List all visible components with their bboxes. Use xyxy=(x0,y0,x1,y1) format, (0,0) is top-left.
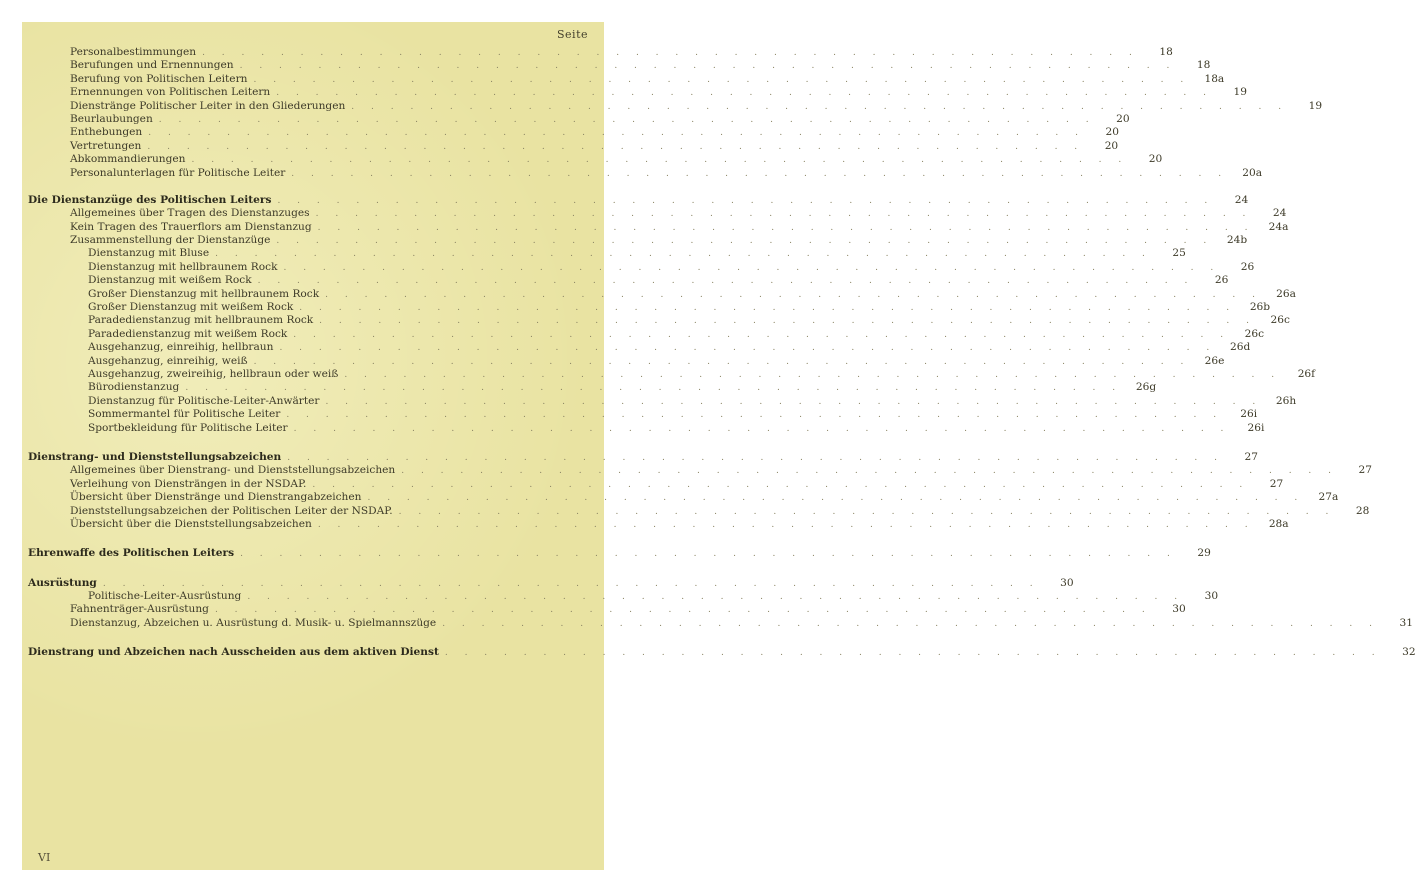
toc-page-number: 27 xyxy=(1244,450,1259,463)
toc-entry-title: Ausgehanzug, einreihig, hellbraun xyxy=(88,341,274,354)
dot-leader: . . . . . . . . . . . . . . . . . . . . . . . . . . . . . . . . . . . . . . . . . . . . . . . . xyxy=(191,155,1129,166)
dot-leader: . . . . . . . . . . . . . . . . . . . . . . . . . . . . . . . . . . . . . . . . . . . . . . . . xyxy=(215,249,1152,260)
dot-leader: . . . . . . . . . . . . . . . . . . . . . . . . . . . . . . . . . . . . . . . . . . . . . . . . xyxy=(291,168,1229,179)
toc-page-number: 30 xyxy=(1172,603,1186,616)
dot-leader: . . . . . . . . . . . . . . . . . . . . . . . . . . . . . . . . . . . . . . . . . . . . . . . . xyxy=(319,316,1256,327)
toc-entry-title: Berufungen und Ernennungen xyxy=(70,59,234,72)
toc-page-number: 18 xyxy=(1196,59,1211,72)
toc-entry-title: Ausgehanzug, zweireihig, hellbraun oder weiß xyxy=(88,367,339,380)
toc-entry xyxy=(22,59,1211,72)
toc-entry xyxy=(22,287,1296,301)
toc-page-number: 32 xyxy=(1402,646,1416,659)
toc-page-number: 20a xyxy=(1242,166,1263,179)
toc-page-number: 26c xyxy=(1244,327,1265,340)
dot-leader: . . . . . . . . . . . . . . . . . . . . . . . . . . . . . . . . . . . . . . . . . . . . . . . . xyxy=(148,128,1085,139)
dot-leader: . . . . . . . . . . . . . . . . . . . . . . . . . . . . . . . . . . . . . . . . . . . . . . . . xyxy=(293,329,1231,340)
toc-entry-title: Übersicht über die Dienststellungsabzeichen xyxy=(70,517,312,530)
toc-entry-title: Allgemeines über Tragen des Dienstanzuges xyxy=(70,207,310,220)
toc-page-number: 26i xyxy=(1240,408,1258,421)
dot-leader: . . . . . . . . . . . . . . . . . . . . . . . . . . . . . . . . . . . . . . . . . . . . . . . . xyxy=(276,236,1214,247)
dot-leader: . . . . . . . . . . . . . . . . . . . . . . . . . . . . . . . . . . . . . . . . . . . . . . . . xyxy=(317,519,1255,530)
toc-entry xyxy=(22,99,1323,113)
toc-entry xyxy=(22,381,1157,394)
toc-page-number: 24a xyxy=(1268,220,1289,233)
toc-entry xyxy=(22,477,1284,491)
toc-entry-title: Personalbestimmungen xyxy=(70,46,197,58)
toc-page-number: 20 xyxy=(1116,112,1130,125)
toc-entry xyxy=(22,367,1316,381)
dot-leader: . . . . . . . . . . . . . . . . . . . . . . . . . . . . . . . . . . . . . . . . . . . . . . . . xyxy=(239,61,1177,72)
toc-entry-title: Allgemeines über Dienstrang- und Dienststellungsabzeichen xyxy=(70,464,396,477)
toc-entry-title: Beurlaubungen xyxy=(70,112,153,125)
toc-entry xyxy=(22,590,1219,603)
table-of-contents xyxy=(22,46,1416,660)
toc-entry xyxy=(22,260,1255,274)
dot-leader: . . . . . . . . . . . . . . . . . . . . . . . . . . . . . . . . . . . . . . . . . . . . . . . . xyxy=(247,592,1185,603)
dot-leader: . . . . . . . . . . . . . . . . . . . . . . . . . . . . . . . . . . . . . . . . . . . . . . . . xyxy=(279,343,1217,354)
toc-entry-title: Enthebungen xyxy=(70,126,143,139)
dot-leader: . . . . . . . . . . . . . . . . . . . . . . . . . . . . . . . . . . . . . . . . . . . . . . . . xyxy=(293,423,1231,434)
toc-page-number: 27a xyxy=(1318,491,1339,504)
toc-entry xyxy=(22,408,1258,421)
dot-leader: . . . . . . . . . . . . . . . . . . . . . . . . . . . . . . . . . . . . . . . . . . . . . . . . xyxy=(185,383,1123,394)
toc-entry xyxy=(22,603,1186,616)
dot-leader: . . . . . . . . . . . . . . . . . . . . . . . . . . . . . . . . . . . . . . . . . . . . . . . . xyxy=(202,48,1139,58)
dot-leader: . . . . . . . . . . . . . . . . . . . . . . . . . . . . . . . . . . . . . . . . . . . . . . . . xyxy=(325,289,1262,300)
toc-page-number: 20 xyxy=(1104,139,1119,152)
toc-page-number: 26f xyxy=(1297,367,1316,380)
toc-entry xyxy=(22,504,1370,518)
dot-leader: . . . . . . . . . . . . . . . . . . . . . . . . . . . . . . . . . . . . . . . . . . . . . . . . xyxy=(442,618,1379,629)
toc-entry-title: Dienstanzug mit hellbraunem Rock xyxy=(88,260,278,273)
toc-entry xyxy=(22,72,1225,86)
toc-page-number: 18 xyxy=(1159,46,1173,58)
toc-entry xyxy=(22,464,1373,477)
dot-leader: . . . . . . . . . . . . . . . . . . . . . . . . . . . . . . . . . . . . . . . . . . . . . . . . xyxy=(240,549,1177,560)
toc-entry xyxy=(22,139,1119,153)
toc-entry-title: Übersicht über Dienstränge und Dienstrangabzeichen xyxy=(70,491,362,504)
dot-leader: . . . . . . . . . . . . . . . . . . . . . . . . . . . . . . . . . . . . . . . . . . . . . . . . xyxy=(102,578,1040,589)
toc-page-number: 18a xyxy=(1204,72,1225,85)
toc-page-number: 28 xyxy=(1355,504,1370,517)
toc-page-number: 20 xyxy=(1148,153,1163,166)
toc-entry xyxy=(22,247,1186,260)
toc-entry-title: Ausrüstung xyxy=(28,576,97,589)
toc-page-number: 27 xyxy=(1358,464,1373,477)
toc-entry xyxy=(22,491,1339,504)
dot-leader: . . . . . . . . . . . . . . . . . . . . . . . . . . . . . . . . . . . . . . . . . . . . . . . . xyxy=(287,452,1225,463)
toc-entry-title: Dienstrang und Abzeichen nach Ausscheiden aus dem aktiven Dienst xyxy=(28,646,439,659)
section-gap xyxy=(22,531,604,547)
dot-leader: . . . . . . . . . . . . . . . . . . . . . . . . . . . . . . . . . . . . . . . . . . . . . . . . xyxy=(325,396,1263,407)
toc-entry-title: Dienstrang- und Dienststellungsabzeichen xyxy=(28,450,282,463)
toc-entry-title: Berufung von Politischen Leitern xyxy=(70,72,248,85)
toc-entry-title: Politische-Leiter-Ausrüstung xyxy=(88,590,242,603)
toc-heading xyxy=(22,547,1211,560)
dot-leader: . . . . . . . . . . . . . . . . . . . . . . . . . . . . . . . . . . . . . . . . . . . . . . . . xyxy=(286,410,1224,421)
toc-entry xyxy=(22,421,1265,435)
dot-leader: . . . . . . . . . . . . . . . . . . . . . . . . . . . . . . . . . . . . . . . . . . . . . . . . xyxy=(367,493,1305,504)
dot-leader: . . . . . . . . . . . . . . . . . . . . . . . . . . . . . . . . . . . . . . . . . . . . . . . . xyxy=(283,262,1221,273)
dot-leader: . . . . . . . . . . . . . . . . . . . . . . . . . . . . . . . . . . . . . . . . . . . . . . . . xyxy=(253,356,1191,367)
dot-leader: . . . . . . . . . . . . . . . . . . . . . . . . . . . . . . . . . . . . . . . . . . . . . . . . xyxy=(398,506,1336,517)
toc-entry-title: Ernennungen von Politischen Leitern xyxy=(70,86,271,99)
toc-heading xyxy=(22,450,1259,464)
toc-entry-title: Fahnenträger-Ausrüstung xyxy=(70,603,209,616)
toc-page-number: 24 xyxy=(1234,193,1249,206)
toc-entry-title: Verleihung von Diensträngen in der NSDAP. xyxy=(70,477,307,490)
toc-entry-title: Sommermantel für Politische Leiter xyxy=(88,408,281,421)
toc-entry-title: Zusammenstellung der Dienstanzüge xyxy=(70,234,271,247)
toc-entry-title: Bürodienstanzug xyxy=(88,381,180,394)
toc-entry-title: Dienststellungsabzeichen der Politischen Leiter der NSDAP. xyxy=(70,504,393,517)
toc-page-number: 24 xyxy=(1272,207,1287,220)
toc-entry-title: Ehrenwaffe des Politischen Leiters xyxy=(28,547,235,560)
seite-column-label: Seite xyxy=(557,28,588,41)
toc-entry xyxy=(22,153,1163,166)
dot-leader: . . . . . . . . . . . . . . . . . . . . . . . . . . . . . . . . . . . . . . . . . . . . . . . . xyxy=(315,209,1253,220)
dot-leader: . . . . . . . . . . . . . . . . . . . . . . . . . . . . . . . . . . . . . . . . . . . . . . . . xyxy=(444,648,1382,659)
toc-entry xyxy=(22,46,1173,59)
toc-entry-title: Die Dienstanzüge des Politischen Leiters xyxy=(28,193,272,206)
dot-leader: . . . . . . . . . . . . . . . . . . . . . . . . . . . . . . . . . . . . . . . . . . . . . . . . xyxy=(276,88,1214,99)
toc-entry-title: Abkommandierungen xyxy=(70,153,186,166)
toc-page-number: 30 xyxy=(1204,590,1219,603)
toc-entry-title: Großer Dienstanzug mit hellbraunem Rock xyxy=(88,287,320,300)
toc-entry xyxy=(22,354,1225,368)
dot-leader: . . . . . . . . . . . . . . . . . . . . . . . . . . . . . . . . . . . . . . . . . . . . . . . . xyxy=(257,276,1195,287)
toc-page-number: 26g xyxy=(1135,381,1157,394)
page-footer-number: VI xyxy=(38,851,51,864)
toc-page-number: 26c xyxy=(1270,314,1290,327)
dot-leader: . . . . . . . . . . . . . . . . . . . . . . . . . . . . . . . . . . . . . . . . . . . . . . . . xyxy=(317,222,1255,233)
toc-entry-title: Dienstanzug, Abzeichen u. Ausrüstung d. Musik- u. Spielmannszüge xyxy=(70,616,437,629)
toc-entry xyxy=(22,274,1229,287)
toc-entry-title: Personalunterlagen für Politische Leiter xyxy=(70,166,286,179)
toc-entry xyxy=(22,207,1287,220)
toc-page-number: 30 xyxy=(1060,576,1074,589)
toc-page-number: 26b xyxy=(1249,301,1271,314)
dot-leader: . . . . . . . . . . . . . . . . . . . . . . . . . . . . . . . . . . . . . . . . . . . . . . . . xyxy=(158,114,1096,125)
toc-page-number: 26a xyxy=(1276,287,1296,300)
toc-entry xyxy=(22,220,1289,234)
toc-entry-title: Dienstränge Politischer Leiter in den Gliederungen xyxy=(70,99,346,112)
toc-entry xyxy=(22,327,1265,341)
dot-leader: . . . . . . . . . . . . . . . . . . . . . . . . . . . . . . . . . . . . . . . . . . . . . . . . xyxy=(351,101,1289,112)
toc-entry xyxy=(22,314,1290,327)
dot-leader: . . . . . . . . . . . . . . . . . . . . . . . . . . . . . . . . . . . . . . . . . . . . . . . . xyxy=(312,479,1250,490)
toc-entry xyxy=(22,616,1413,630)
toc-heading xyxy=(22,646,1416,659)
toc-page-number: 26i xyxy=(1247,421,1265,434)
toc-entry xyxy=(22,86,1248,99)
dot-leader: . . . . . . . . . . . . . . . . . . . . . . . . . . . . . . . . . . . . . . . . . . . . . . . . xyxy=(401,466,1339,477)
toc-entry xyxy=(22,301,1271,314)
toc-entry-title: Ausgehanzug, einreihig, weiß xyxy=(88,354,248,367)
toc-entry xyxy=(22,112,1130,126)
toc-page-number: 28a xyxy=(1268,517,1289,530)
toc-page-number: 27 xyxy=(1269,477,1284,490)
toc-page-number: 26 xyxy=(1240,260,1255,273)
toc-page-number: 26 xyxy=(1214,274,1229,287)
toc-entry-title: Dienstanzug für Politische-Leiter-Anwärter xyxy=(88,394,320,407)
toc-page-number: 19 xyxy=(1233,86,1248,99)
section-gap xyxy=(22,435,604,451)
toc-entry-title: Dienstanzug mit Bluse xyxy=(88,247,210,260)
toc-entry xyxy=(22,234,1248,247)
toc-page-number: 26d xyxy=(1229,341,1251,354)
toc-entry-title: Paradedienstanzug mit weißem Rock xyxy=(88,327,288,340)
toc-heading xyxy=(22,576,1074,590)
section-gap xyxy=(22,561,604,577)
book-page xyxy=(22,22,1416,870)
toc-page-number: 29 xyxy=(1197,547,1211,560)
dot-leader: . . . . . . . . . . . . . . . . . . . . . . . . . . . . . . . . . . . . . . . . . . . . . . . . xyxy=(214,605,1152,616)
toc-entry-title: Vertretungen xyxy=(70,139,142,152)
toc-page-number: 24b xyxy=(1226,234,1248,247)
toc-entry-title: Dienstanzug mit weißem Rock xyxy=(88,274,252,287)
toc-entry xyxy=(22,341,1251,354)
toc-page-number: 19 xyxy=(1308,99,1323,112)
toc-entry-title: Kein Tragen des Trauerflors am Dienstanzug xyxy=(70,220,312,233)
dot-leader: . . . . . . . . . . . . . . . . . . . . . . . . . . . . . . . . . . . . . . . . . . . . . . . . xyxy=(147,141,1085,152)
toc-page-number: 20 xyxy=(1105,126,1119,139)
toc-page-number: 26e xyxy=(1204,354,1225,367)
toc-page-number: 26h xyxy=(1275,394,1297,407)
toc-page-number: 25 xyxy=(1172,247,1186,260)
toc-entry xyxy=(22,394,1297,408)
dot-leader: . . . . . . . . . . . . . . . . . . . . . . . . . . . . . . . . . . . . . . . . . . . . . . . . xyxy=(253,74,1191,85)
toc-heading xyxy=(22,193,1249,207)
dot-leader: . . . . . . . . . . . . . . . . . . . . . . . . . . . . . . . . . . . . . . . . . . . . . . . . xyxy=(299,303,1237,314)
toc-page-number: 31 xyxy=(1399,616,1413,629)
dot-leader: . . . . . . . . . . . . . . . . . . . . . . . . . . . . . . . . . . . . . . . . . . . . . . . . xyxy=(277,195,1215,206)
section-gap xyxy=(22,630,604,646)
toc-entry xyxy=(22,166,1263,180)
toc-entry-title: Sportbekleidung für Politische Leiter xyxy=(88,421,288,434)
toc-entry-title: Paradedienstanzug mit hellbraunem Rock xyxy=(88,314,314,327)
toc-entry xyxy=(22,126,1119,139)
toc-entry-title: Großer Dienstanzug mit weißem Rock xyxy=(88,301,294,314)
dot-leader: . . . . . . . . . . . . . . . . . . . . . . . . . . . . . . . . . . . . . . . . . . . . . . . . xyxy=(344,369,1282,380)
toc-entry xyxy=(22,517,1289,531)
section-gap xyxy=(22,180,604,194)
